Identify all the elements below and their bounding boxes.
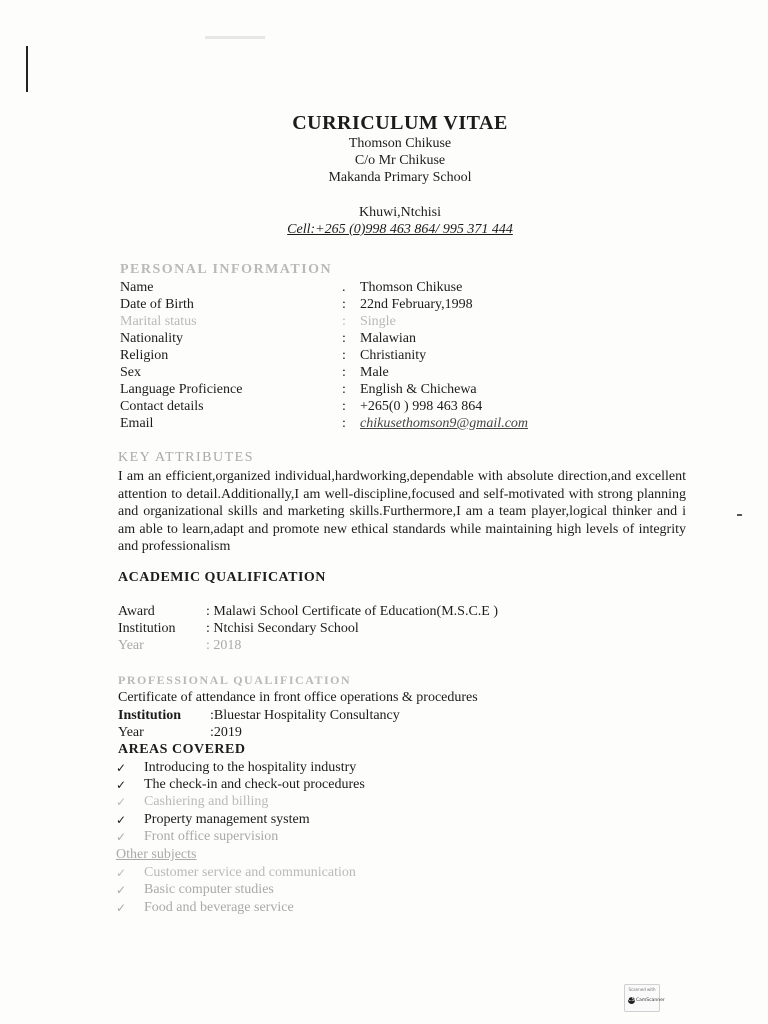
info-value: Christianity [360, 348, 427, 363]
academic-label: Award [118, 604, 155, 619]
list-item-text: The check-in and check-out procedures [144, 777, 365, 792]
info-label: Religion [120, 348, 169, 363]
key-attributes-heading: KEY ATTRIBUTES [118, 450, 254, 465]
checkmark-icon: ✓ [116, 761, 127, 775]
list-item [116, 777, 516, 794]
academic-heading: ACADEMIC QUALIFICATION [118, 570, 326, 585]
info-row-marital [120, 314, 620, 331]
info-sep: : [342, 314, 346, 329]
header-line-location: Khuwi,Ntchisi [358, 205, 442, 220]
info-label: Email [120, 416, 154, 431]
list-item-text: Introducing to the hospitality industry [144, 760, 357, 775]
checkmark-icon: ✓ [116, 866, 127, 880]
info-value: 22nd February,1998 [360, 297, 473, 312]
info-label: Language Proficience [120, 382, 243, 397]
key-attributes-paragraph: I am an efficient,organized individual,hardworking,dependable with absolute direction,and excellent attention to detail.Additionally,I am well-discipline,focused and self-motivated with strong planning and organizational skills and marketing skills.Furthermore,I am a team player,logical thinker and i am able to learn,adapt and promote new ethical standards while maintaining high levels of integrity and professionalism [118, 469, 686, 555]
info-row-religion [120, 348, 620, 365]
list-item-text: Cashiering and billing [144, 794, 269, 809]
camscanner-watermark [624, 984, 665, 1012]
academic-label: Institution [118, 621, 176, 636]
professional-value: :Bluestar Hospitality Consultancy [210, 708, 400, 723]
info-row-nationality [120, 331, 620, 348]
certificate-line: Certificate of attendance in front office operations & procedures [118, 690, 478, 705]
other-subjects-heading: Other subjects [116, 847, 197, 862]
info-value: Male [360, 365, 389, 380]
academic-value: : 2018 [206, 638, 242, 653]
info-label: Marital status [120, 314, 197, 329]
list-item-text: Customer service and communication [144, 865, 356, 880]
list-item-text: Food and beverage service [144, 900, 294, 915]
info-row-email [120, 416, 620, 433]
info-row-contact [120, 399, 620, 416]
list-item-text: Property management system [144, 812, 310, 827]
checkmark-icon: ✓ [116, 830, 127, 844]
professional-row-year [118, 725, 638, 742]
margin-pen-mark [26, 46, 28, 92]
personal-info-heading: PERSONAL INFORMATION [120, 262, 333, 277]
academic-row-institution [118, 621, 638, 638]
academic-row-award [118, 604, 638, 621]
scanner-name: CamScanner [636, 998, 665, 1003]
list-item [116, 760, 516, 777]
list-item [116, 882, 516, 899]
professional-heading: PROFESSIONAL QUALIFICATION [118, 673, 352, 687]
info-label: Contact details [120, 399, 204, 414]
checkmark-icon: ✓ [116, 883, 127, 897]
info-sep: : [342, 399, 346, 414]
info-value: Thomson Chikuse [360, 280, 463, 295]
info-label: Date of Birth [120, 297, 194, 312]
info-row-name [120, 280, 620, 297]
info-value: +265(0 ) 998 463 864 [360, 399, 483, 414]
academic-label: Year [118, 638, 144, 653]
scan-speck [737, 514, 742, 516]
list-item [116, 865, 516, 882]
academic-row-year [118, 638, 638, 655]
info-sep: : [342, 348, 346, 363]
email-value: chikusethomson9@gmail.com [360, 416, 529, 431]
list-item-text: Basic computer studies [144, 882, 274, 897]
professional-label: Institution [118, 708, 182, 723]
scanner-caption: Scanned with [628, 987, 656, 992]
header-line-care-of: C/o Mr Chikuse [354, 153, 446, 168]
document-title: CURRICULUM VITAE [292, 112, 508, 134]
areas-covered-heading: AREAS COVERED [118, 742, 246, 757]
camscanner-logo-icon: CS [628, 997, 635, 1003]
list-item [116, 794, 516, 811]
info-sep: . [342, 280, 346, 295]
checkmark-icon: ✓ [116, 901, 127, 915]
header-line-school: Makanda Primary School [328, 170, 472, 185]
info-sep: : [342, 416, 346, 431]
info-label: Name [120, 280, 154, 295]
list-item [116, 829, 516, 846]
info-sep: : [342, 297, 346, 312]
info-label: Sex [120, 365, 141, 380]
info-value: Malawian [360, 331, 416, 346]
checkmark-icon: ✓ [116, 795, 127, 809]
checkmark-icon: ✓ [116, 778, 127, 792]
academic-value: : Malawi School Certificate of Education(M.S.C.E ) [206, 604, 498, 619]
info-row-language [120, 382, 620, 399]
info-value: Single [360, 314, 396, 329]
info-sep: : [342, 382, 346, 397]
info-sep: : [342, 365, 346, 380]
header-line-name: Thomson Chikuse [348, 136, 452, 151]
professional-label: Year [118, 725, 144, 740]
header-line-cell: Cell:+265 (0)998 463 864/ 995 371 444 [287, 222, 513, 237]
academic-value: : Ntchisi Secondary School [206, 621, 359, 636]
list-item [116, 812, 516, 829]
professional-row-institution [118, 708, 638, 725]
checkmark-icon: ✓ [116, 813, 127, 827]
list-item-text: Front office supervision [144, 829, 279, 844]
info-sep: : [342, 331, 346, 346]
list-item [116, 900, 516, 917]
info-row-dob [120, 297, 620, 314]
professional-value: :2019 [210, 725, 242, 740]
info-label: Nationality [120, 331, 183, 346]
scan-smudge [205, 36, 265, 39]
info-row-sex [120, 365, 620, 382]
info-value: English & Chichewa [360, 382, 477, 397]
